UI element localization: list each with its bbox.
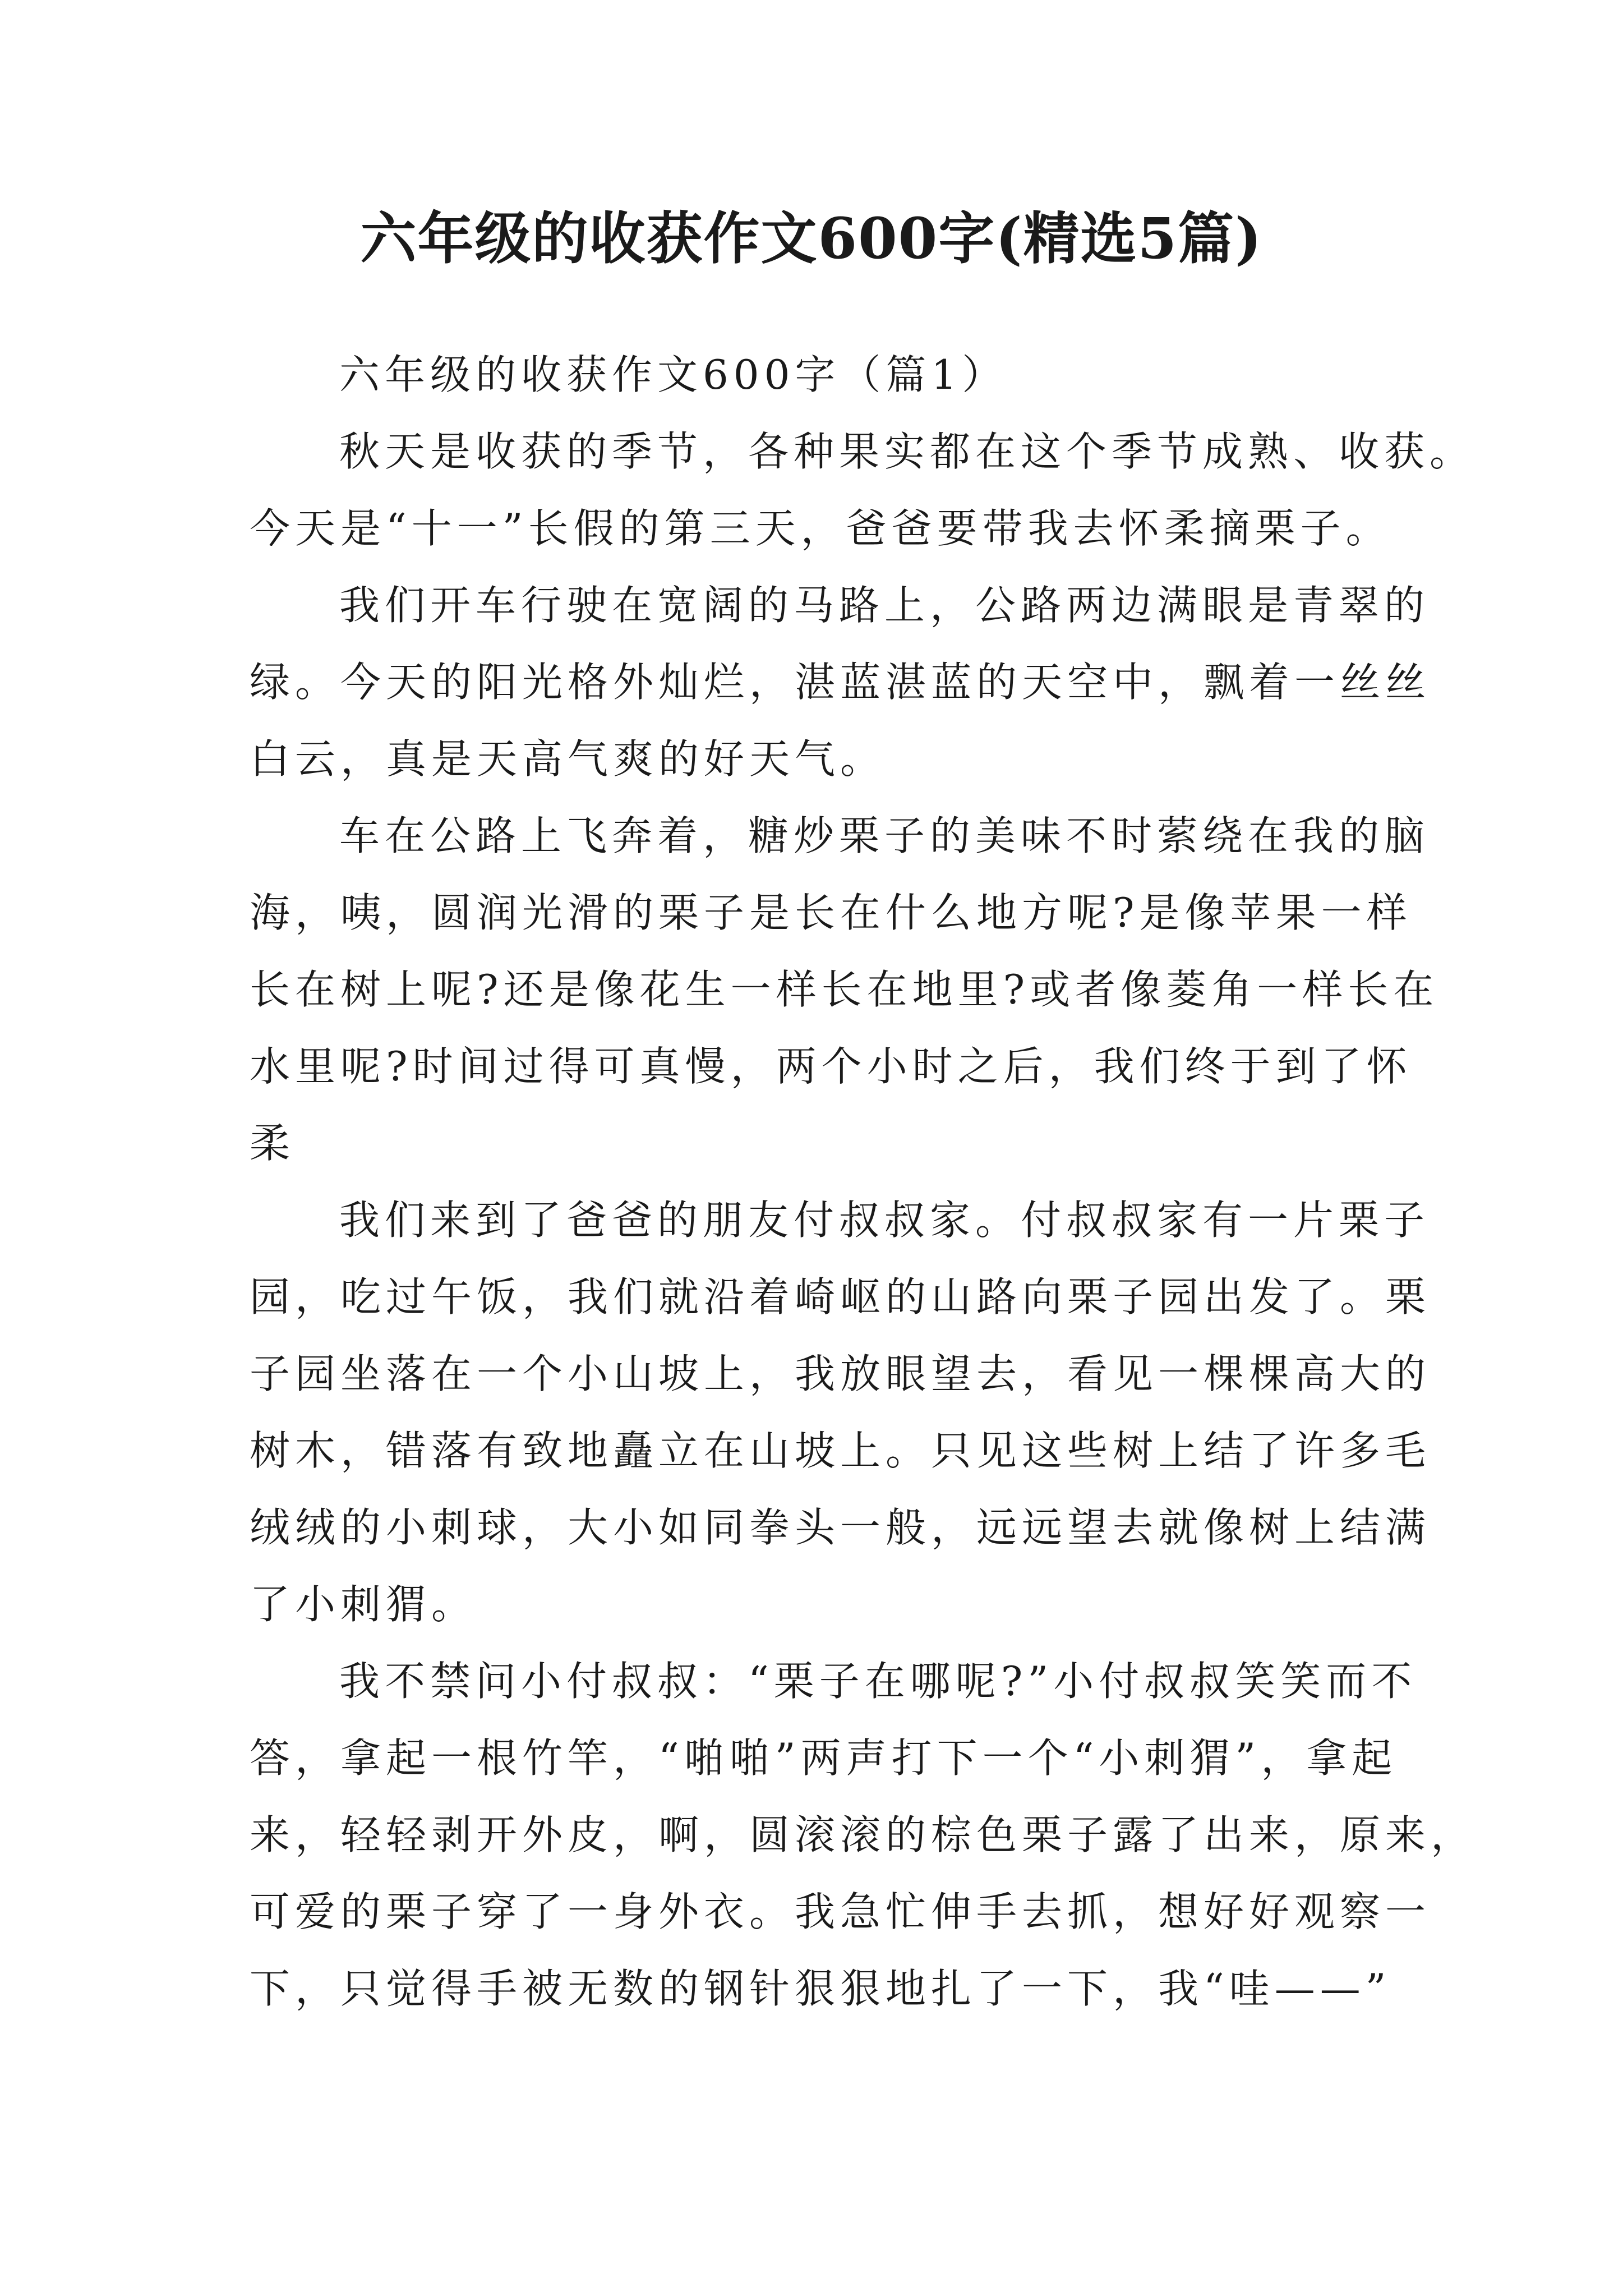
text-line: 水里呢?时间过得可真慢，两个小时之后，我们终于到了怀 [250,1043,1412,1090]
text-line: 园，吃过午饭，我们就沿着崎岖的山路向栗子园出发了。栗 [250,1273,1431,1320]
text-line: 我不禁问小付叔叔：“栗子在哪呢?”小付叔叔笑笑而不 [339,1658,1417,1705]
text-line: 我们开车行驶在宽阔的马路上，公路两边满眼是青翠的 [339,582,1430,629]
text-line: 秋天是收获的季节，各种果实都在这个季节成熟、收获。 [339,428,1476,475]
text-line: 今天是“十一”长假的第三天，爸爸要带我去怀柔摘栗子。 [250,505,1391,552]
text-line: 海，咦，圆润光滑的栗子是长在什么地方呢?是像苹果一样 [250,889,1412,936]
text-line: 我们来到了爸爸的朋友付叔叔家。付叔叔家有一片栗子 [339,1197,1430,1244]
text-line: 长在树上呢?还是像花生一样长在地里?或者像菱角一样长在 [250,966,1439,1013]
text-line: 子园坐落在一个小山坡上，我放眼望去，看见一棵棵高大的 [250,1350,1431,1397]
text-line: 白云，真是天高气爽的好天气。 [250,735,886,783]
text-line: 绿。今天的阳光格外灿烂，湛蓝湛蓝的天空中，飘着一丝丝 [250,659,1431,706]
document-title: 六年级的收获作文600字(精选5篇) [360,205,1263,272]
text-line: 来，轻轻剥开外皮，啊，圆滚滚的棕色栗子露了出来，原来， [250,1811,1477,1858]
text-line: 六年级的收获作文600字（篇1） [339,351,1008,398]
document-body [250,337,1477,2027]
text-line: 绒绒的小刺球，大小如同拳头一般，远远望去就像树上结满 [250,1504,1431,1551]
text-line: 柔 [250,1120,296,1167]
text-line: 了小刺猬。 [250,1581,477,1628]
text-line: 车在公路上飞奔着，糖炒栗子的美味不时萦绕在我的脑 [339,812,1430,859]
text-line: 答，拿起一根竹竿，“啪啪”两声打下一个“小刺猬”，拿起 [250,1734,1398,1782]
text-line: 可爱的栗子穿了一身外衣。我急忙伸手去抓，想好好观察一 [250,1888,1431,1935]
text-line: 树木，错落有致地矗立在山坡上。只见这些树上结了许多毛 [250,1427,1431,1474]
text-line: 下，只觉得手被无数的钢针狠狠地扎了一下，我“哇——” [250,1965,1391,2012]
